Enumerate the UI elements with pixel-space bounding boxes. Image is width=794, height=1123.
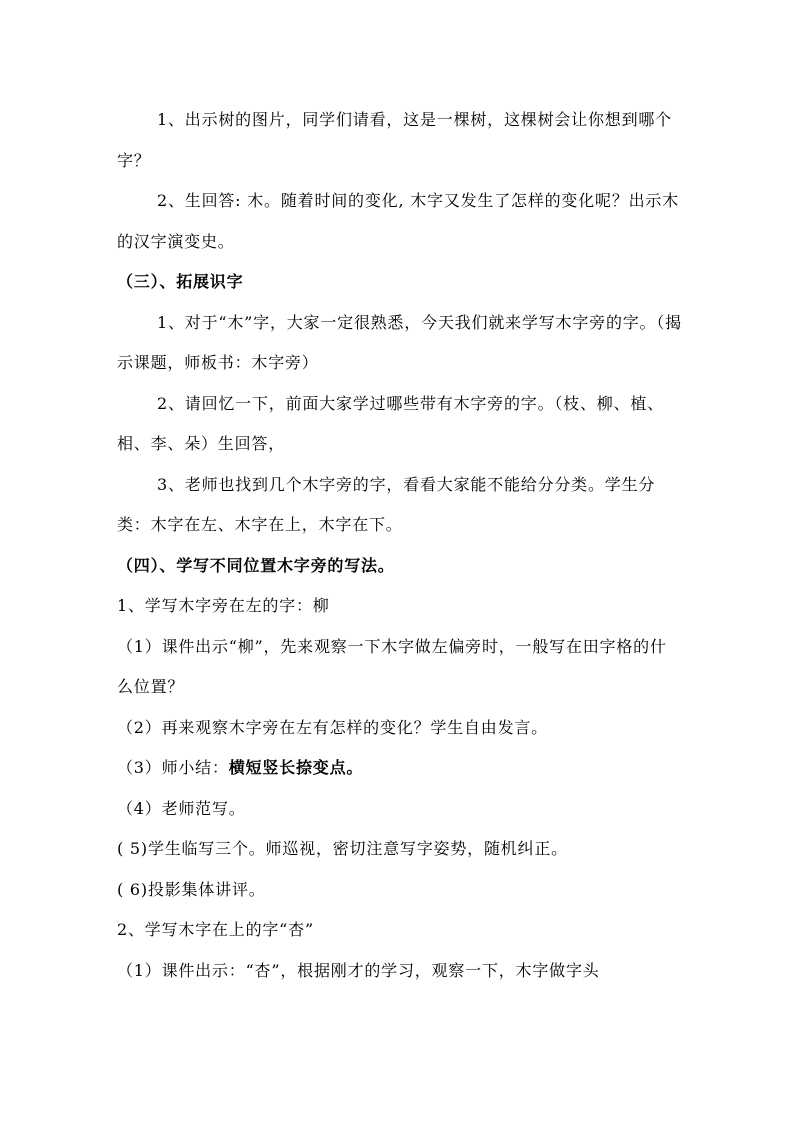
step-1-show-liu: （1）课件出示“柳”，先来观察一下木字做左偏旁时，一般写在田字格的什么位置？ (117, 636, 667, 696)
step-3-summary (117, 748, 682, 789)
step-1-show-xing: （1）课件出示：“杏”，根据刚才的学习，观察一下，木字做字头 (117, 960, 600, 980)
subheading-top-radical: 2、学写木字在上的字“杏” (117, 920, 314, 939)
paragraph-recall-characters: 2、请回忆一下，前面大家学过哪些带有木字旁的字。（枝、柳、植、相、李、朵）生回答， (117, 393, 664, 453)
summary-label: （3）师小结： (117, 758, 229, 777)
step-5-student-practice: ( 5)学生临写三个。师巡视，密切注意写字姿势，随机纠正。 (117, 839, 568, 858)
step-2-observe-change: （2）再来观察木字旁在左有怎样的变化？学生自由发言。 (117, 717, 548, 737)
summary-rule: 横短竖长捺变点。 (228, 758, 364, 777)
paragraph-classify-characters: 3、老师也找到几个木字旁的字，看看大家能不能给分分类。学生分类：木字在左、木字在上，木字在下。 (117, 474, 656, 534)
subheading-left-radical: 1、学写木字旁在左的字：柳 (117, 596, 330, 615)
paragraph-tree-picture: 1、出示树的图片，同学们请看，这是一棵树，这棵树会让你想到哪个字？ (117, 110, 672, 170)
step-6-projection-review: ( 6)投影集体讲评。 (117, 879, 266, 899)
lesson-plan-body (117, 100, 682, 991)
paragraph-student-answer: 2、生回答: 木。随着时间的变化, 木字又发生了怎样的变化呢？出示木的汉字演变史。 (117, 191, 680, 251)
step-4-teacher-demo: （4）老师范写。 (117, 798, 246, 818)
paragraph-introduce-topic: 1、对于“木”字，大家一定很熟悉，今天我们就来学写木字旁的字。（揭示课题，师板书：木字旁） (117, 312, 682, 372)
section-heading-extend-literacy: （三）、拓展识字 (117, 272, 244, 291)
section-heading-writing-methods: （四）、学写不同位置木字旁的写法。 (117, 555, 395, 575)
